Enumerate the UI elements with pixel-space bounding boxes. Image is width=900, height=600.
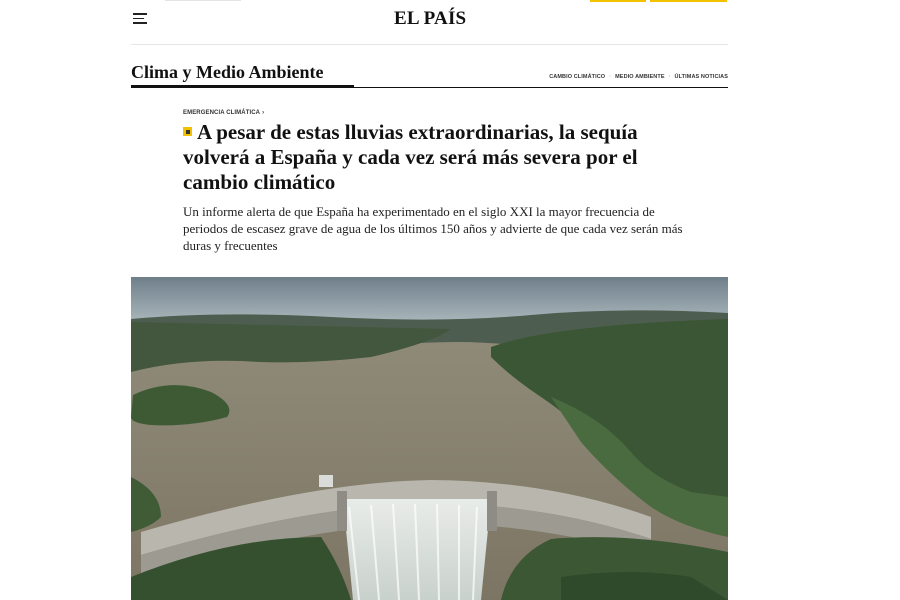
- section-bar: [131, 58, 728, 90]
- nav-cambio-climatico[interactable]: CAMBIO CLIMÁTICO: [549, 74, 606, 80]
- nav-separator: ·: [668, 74, 671, 80]
- header-divider: [131, 44, 728, 45]
- section-nav: [549, 74, 728, 80]
- section-underline: [131, 85, 354, 88]
- reservoir-dam-photo: [131, 277, 728, 600]
- live-marker-icon: [183, 127, 192, 136]
- chevron-right-icon: ›: [262, 110, 265, 116]
- article-standfirst: Un informe alerta de que España ha experimentado en el siglo XXI la mayor frecuencia de periodos de escasez grave de agua de los últimos 150 años y advierte de que cada vez serán más duras y frecuentes: [183, 204, 683, 253]
- site-header: [0, 0, 900, 45]
- article-kicker[interactable]: [183, 110, 264, 116]
- headline-text: A pesar de estas lluvias extraordinarias, la sequía volverá a España y cada vez será más severa por el cambio climático: [183, 120, 638, 194]
- article-main-photo[interactable]: [131, 277, 728, 600]
- nav-ultimas-noticias[interactable]: ÚLTIMAS NOTICIAS: [674, 74, 728, 80]
- nav-separator: ·: [609, 74, 612, 80]
- section-title[interactable]: Clima y Medio Ambiente: [131, 62, 324, 82]
- article-headline: [183, 120, 653, 195]
- nav-medio-ambiente[interactable]: MEDIO AMBIENTE: [615, 74, 665, 80]
- site-logo[interactable]: EL PAÍS: [394, 8, 467, 29]
- hamburger-menu-icon[interactable]: [133, 13, 147, 25]
- kicker-label: EMERGENCIA CLIMÁTICA: [183, 110, 261, 116]
